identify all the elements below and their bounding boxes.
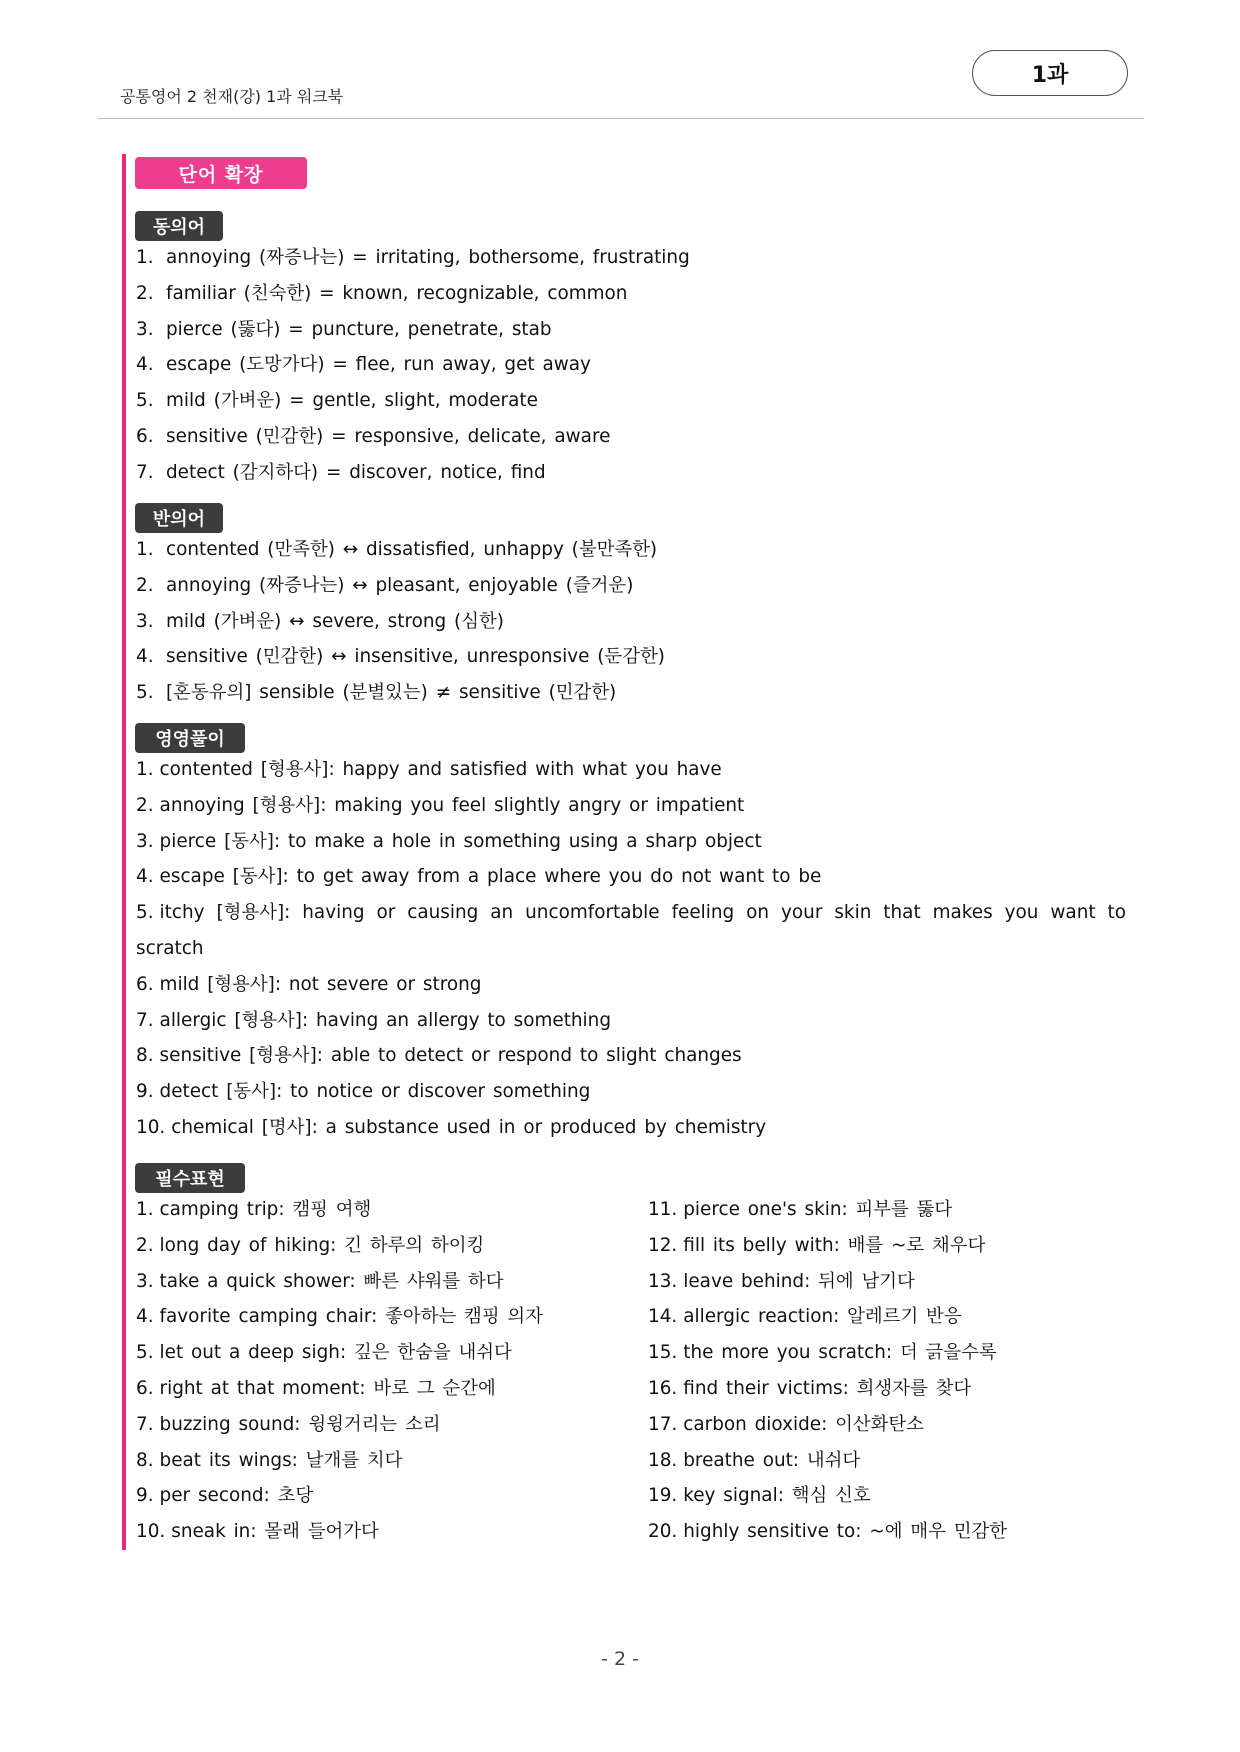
item-text: pierce one's skin: 피부를 뚫다 <box>683 1199 953 1220</box>
item-text: contented [형용사]: happy and satisfied with what you have <box>159 759 722 780</box>
expression-item <box>648 1478 1007 1514</box>
item-number: 4. <box>136 866 154 888</box>
definition-item <box>136 752 1126 788</box>
item-number: 1. <box>136 1199 154 1220</box>
item-number: 2. <box>136 282 154 304</box>
item-text: annoying (짜증나는) ↔ pleasant, enjoyable (즐거운) <box>166 574 634 596</box>
item-number: 3. <box>136 610 154 632</box>
item-number: 7. <box>136 1413 154 1435</box>
item-text: let out a deep sigh: 깊은 한숨을 내쉬다 <box>159 1342 512 1364</box>
expression-item <box>648 1443 1007 1479</box>
item-text: highly sensitive to: ~에 매우 민감한 <box>683 1521 1007 1543</box>
antonym-item <box>136 675 665 711</box>
item-number: 13. <box>648 1270 678 1292</box>
definition-item <box>136 824 1126 860</box>
definition-item <box>136 1038 1126 1074</box>
expression-item <box>648 1371 1007 1407</box>
item-text: familiar (친숙한) = known, recognizable, common <box>166 282 628 304</box>
item-text: detect (감지하다) = discover, notice, find <box>166 461 546 483</box>
synonyms-list <box>136 240 690 491</box>
item-text: pierce (뚫다) = puncture, penetrate, stab <box>166 318 552 340</box>
item-number: 3. <box>136 318 154 340</box>
item-text: sensitive [형용사]: able to detect or respond to slight changes <box>159 1045 742 1067</box>
definition-item <box>136 967 1126 1003</box>
item-number: 7. <box>136 1009 154 1031</box>
item-number: 1. <box>136 247 154 268</box>
item-number: 17. <box>648 1413 678 1435</box>
item-number: 1. <box>136 539 154 560</box>
item-number: 2. <box>136 794 154 816</box>
expression-item <box>136 1335 543 1371</box>
page-number: - 2 - <box>601 1648 639 1670</box>
item-text: chemical [명사]: a substance used in or produced by chemistry <box>171 1116 767 1138</box>
item-text: long day of hiking: 긴 하루의 하이킹 <box>159 1234 485 1256</box>
expression-item <box>136 1407 543 1443</box>
section-accent-bar <box>122 154 126 1550</box>
item-number: 6. <box>136 425 154 447</box>
item-text: sensitive (민감한) = responsive, delicate, aware <box>166 425 611 447</box>
item-text: mild [형용사]: not severe or strong <box>159 973 482 995</box>
item-text: allergic reaction: 알레르기 반응 <box>683 1306 962 1328</box>
antonym-item <box>136 568 665 604</box>
item-number: 16. <box>648 1377 678 1399</box>
item-text: breathe out: 내쉬다 <box>683 1449 861 1471</box>
item-number: 9. <box>136 1081 154 1103</box>
expression-item <box>136 1514 543 1550</box>
item-number: 8. <box>136 1449 154 1471</box>
expression-item <box>648 1192 1007 1228</box>
item-number: 4. <box>136 354 154 376</box>
synonym-item <box>136 383 690 419</box>
item-text: itchy [형용사]: having or causing an uncomfortable feeling on your skin that makes you want to scratch <box>136 902 1126 959</box>
item-number: 3. <box>136 830 154 852</box>
item-text: detect [동사]: to notice or discover something <box>159 1081 591 1103</box>
item-text: per second: 초당 <box>159 1485 314 1507</box>
definition-item <box>136 788 1126 824</box>
item-number: 1. <box>136 759 154 780</box>
item-text: fill its belly with: 배를 ~로 채우다 <box>683 1234 986 1256</box>
expression-item <box>136 1371 543 1407</box>
antonym-item <box>136 639 665 675</box>
antonyms-label: 반의어 <box>135 503 223 533</box>
item-text: annoying (짜증나는) = irritating, bothersome, frustrating <box>166 247 690 268</box>
header-divider <box>98 118 1144 119</box>
item-text: sneak in: 몰래 들어가다 <box>171 1521 379 1543</box>
expressions-list-left <box>136 1192 543 1550</box>
item-text: favorite camping chair: 좋아하는 캠핑 의자 <box>159 1306 543 1328</box>
synonyms-label: 동의어 <box>135 211 223 241</box>
synonym-item <box>136 240 690 276</box>
expression-item <box>136 1264 543 1300</box>
item-number: 4. <box>136 646 154 668</box>
definition-item <box>136 1110 1126 1146</box>
definition-item <box>136 1003 1126 1039</box>
item-number: 10. <box>136 1521 166 1543</box>
item-text: allergic [형용사]: having an allergy to something <box>159 1009 612 1031</box>
item-text: carbon dioxide: 이산화탄소 <box>683 1413 924 1435</box>
item-number: 2. <box>136 574 154 596</box>
definition-item <box>136 895 1126 967</box>
item-text: leave behind: 뒤에 남기다 <box>683 1270 915 1292</box>
expression-item <box>648 1228 1007 1264</box>
item-text: beat its wings: 날개를 치다 <box>159 1449 403 1471</box>
expression-item <box>648 1335 1007 1371</box>
item-number: 11. <box>648 1199 678 1220</box>
item-text: key signal: 핵심 신호 <box>683 1485 871 1507</box>
document-title: 공통영어 2 천재(강) 1과 워크북 <box>120 87 344 106</box>
synonym-item <box>136 312 690 348</box>
expression-item <box>648 1407 1007 1443</box>
item-number: 14. <box>648 1306 678 1328</box>
expressions-list-right <box>648 1192 1007 1550</box>
item-text: the more you scratch: 더 긁을수록 <box>683 1342 997 1364</box>
item-number: 15. <box>648 1342 678 1364</box>
item-text: camping trip: 캠핑 여행 <box>159 1199 372 1220</box>
item-number: 5. <box>136 1342 154 1364</box>
item-text: buzzing sound: 윙윙거리는 소리 <box>159 1413 441 1435</box>
item-text: annoying [형용사]: making you feel slightly angry or impatient <box>159 794 745 816</box>
expression-item <box>136 1478 543 1514</box>
item-text: right at that moment: 바로 그 순간에 <box>159 1377 496 1399</box>
expression-item <box>136 1228 543 1264</box>
item-text: take a quick shower: 빠른 샤워를 하다 <box>159 1270 504 1292</box>
item-number: 10. <box>136 1116 166 1138</box>
item-number: 19. <box>648 1485 678 1507</box>
item-number: 5. <box>136 390 154 412</box>
synonym-item <box>136 419 690 455</box>
item-number: 6. <box>136 973 154 995</box>
item-text: escape [동사]: to get away from a place where you do not want to be <box>159 866 822 888</box>
item-number: 18. <box>648 1449 678 1471</box>
item-text: sensitive (민감한) ↔ insensitive, unresponsive (둔감한) <box>166 646 665 668</box>
synonym-item <box>136 455 690 491</box>
item-number: 8. <box>136 1045 154 1067</box>
synonym-item <box>136 347 690 383</box>
expression-item <box>136 1299 543 1335</box>
definition-item <box>136 859 1126 895</box>
item-number: 20. <box>648 1521 678 1543</box>
section-title-word-expansion: 단어 확장 <box>135 157 307 189</box>
item-text: [혼동유의] sensible (분별있는) ≠ sensitive (민감한) <box>166 682 617 704</box>
synonym-item <box>136 276 690 312</box>
item-number: 6. <box>136 1377 154 1399</box>
item-number: 9. <box>136 1485 154 1507</box>
lesson-badge: 1과 <box>972 50 1128 96</box>
definitions-label: 영영풀이 <box>135 723 245 753</box>
antonym-item <box>136 604 665 640</box>
expression-item <box>136 1192 543 1228</box>
item-text: mild (가벼운) = gentle, slight, moderate <box>166 390 538 412</box>
item-number: 5. <box>136 902 154 924</box>
item-number: 5. <box>136 682 154 704</box>
item-number: 7. <box>136 461 154 483</box>
item-number: 2. <box>136 1234 154 1256</box>
item-text: mild (가벼운) ↔ severe, strong (심한) <box>166 610 504 632</box>
item-number: 4. <box>136 1306 154 1328</box>
expression-item <box>648 1299 1007 1335</box>
antonyms-list <box>136 532 665 711</box>
item-text: pierce [동사]: to make a hole in something using a sharp object <box>159 830 762 852</box>
item-text: find their victims: 희생자를 찾다 <box>683 1377 972 1399</box>
definition-item <box>136 1074 1126 1110</box>
expression-item <box>648 1514 1007 1550</box>
expressions-label: 필수표현 <box>135 1163 245 1193</box>
expression-item <box>136 1443 543 1479</box>
antonym-item <box>136 532 665 568</box>
definitions-list <box>136 752 1126 1146</box>
item-text: contented (만족한) ↔ dissatisfied, unhappy (불만족한) <box>166 539 658 560</box>
item-number: 12. <box>648 1234 678 1256</box>
item-number: 3. <box>136 1270 154 1292</box>
expression-item <box>648 1264 1007 1300</box>
item-text: escape (도망가다) = flee, run away, get away <box>166 354 591 376</box>
